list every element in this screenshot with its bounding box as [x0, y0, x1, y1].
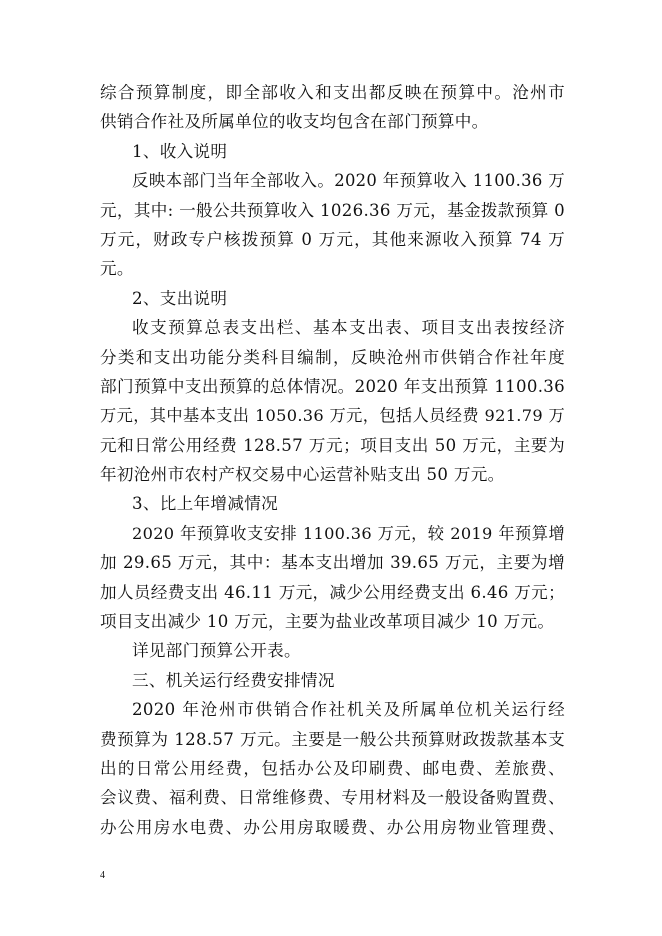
text-line: 详见部门预算公开表。	[132, 641, 301, 661]
section-heading: 1、收入说明	[132, 141, 228, 161]
text-line: 2020 年预算收支安排 1100.36 万元，较 2019 年预算增	[132, 523, 565, 543]
document-body	[100, 78, 565, 842]
text-line: 2020 年沧州市供销合作社机关及所属单位机关运行经	[132, 700, 565, 720]
text-line: 会议费、福利费、日常维修费、专用材料及一般设备购置费、	[100, 788, 565, 808]
section-heading: 2、支出说明	[132, 288, 228, 308]
text-line: 元和日常公用经费 128.57 万元；项目支出 50 万元，主要为	[100, 435, 565, 455]
page-number: 4	[100, 870, 105, 881]
text-line: 费预算为 128.57 万元。主要是一般公共预算财政拨款基本支	[100, 729, 565, 749]
text-line: 加人员经费支出 46.11 万元，减少公用经费支出 6.46 万元；	[100, 582, 565, 602]
section-heading: 三、机关运行经费安排情况	[132, 670, 335, 690]
section-heading: 3、比上年增减情况	[132, 494, 279, 514]
text-line: 元，其中: 一般公共预算收入 1026.36 万元，基金拨款预算 0	[100, 200, 565, 220]
text-line: 反映本部门当年全部收入。2020 年预算收入 1100.36 万	[132, 171, 565, 191]
text-line: 综合预算制度，即全部收入和支出都反映在预算中。沧州市	[100, 83, 565, 102]
text-line: 部门预算中支出预算的总体情况。2020 年支出预算 1100.36	[100, 376, 565, 396]
text-line: 万元，其中基本支出 1050.36 万元，包括人员经费 921.79 万	[100, 406, 565, 426]
text-line: 项目支出减少 10 万元，主要为盐业改革项目减少 10 万元。	[100, 612, 555, 632]
text-line: 供销合作社及所属单位的收支均包含在部门预算中。	[100, 112, 489, 132]
text-line: 分类和支出功能分类科目编制，反映沧州市供销合作社年度	[100, 347, 565, 367]
text-line: 加 29.65 万元，其中：基本支出增加 39.65 万元，主要为增	[100, 553, 565, 573]
text-line: 元。	[100, 259, 134, 279]
text-line: 出的日常公用经费，包括办公及印刷费、邮电费、差旅费、	[100, 758, 565, 778]
text-line: 万元，财政专户核拨预算 0 万元，其他来源收入预算 74 万	[100, 229, 565, 249]
text-line: 收支预算总表支出栏、基本支出表、项目支出表按经济	[132, 318, 565, 338]
text-line: 年初沧州市农村产权交易中心运营补贴支出 50 万元。	[100, 465, 505, 485]
text-line: 办公用房水电费、办公用房取暖费、办公用房物业管理费、	[100, 817, 565, 837]
